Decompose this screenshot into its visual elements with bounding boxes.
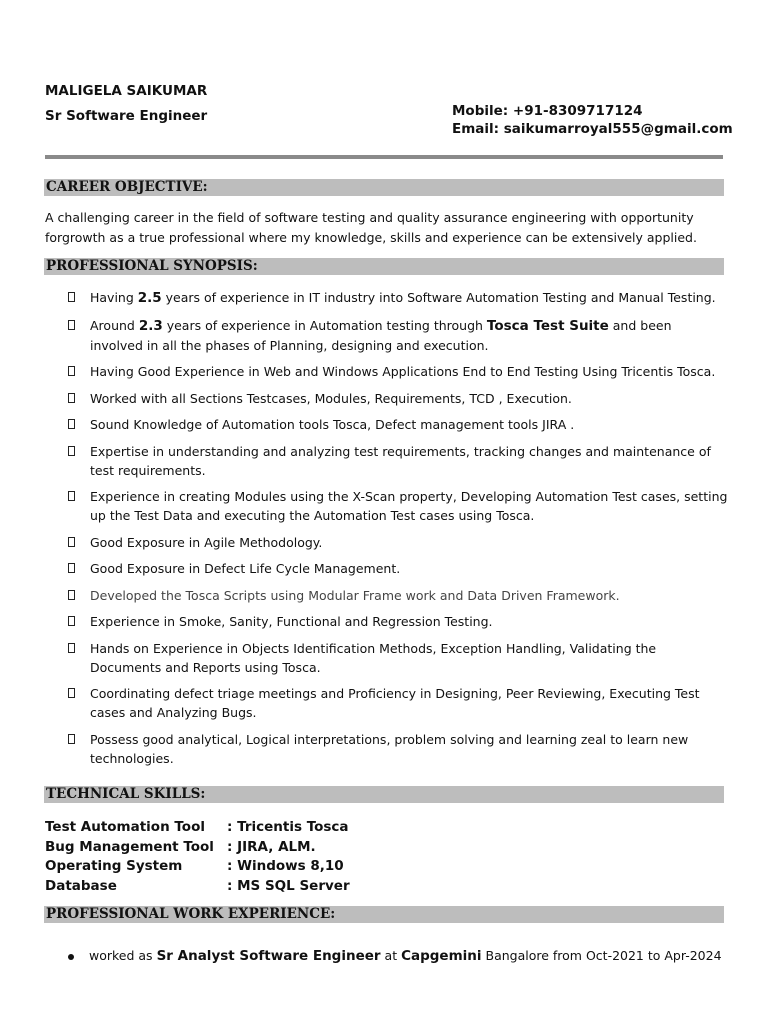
synopsis-item-text: Possess good analytical, Logical interpretations, problem solving and learning zeal to learn new technologies. — [90, 731, 689, 766]
section-career-objective: CAREER OBJECTIVE: — [44, 179, 724, 196]
bullet-box-icon — [68, 446, 75, 456]
synopsis-item-text: Experience in creating Modules using the X-Scan property, Developing Automation Test cases, setting up the Test Data and executing the Automation Test cases using Tosca. — [90, 489, 728, 523]
synopsis-item — [68, 415, 728, 434]
experience-list — [68, 946, 722, 966]
synopsis-item — [68, 684, 728, 722]
synopsis-item-text: Good Exposure in Defect Life Cycle Management. — [90, 561, 401, 576]
synopsis-item-text: Coordinating defect triage meetings and Proficiency in Designing, Peer Reviewing, Executing Test cases and Analyzing Bugs. — [90, 686, 700, 720]
synopsis-item — [68, 288, 728, 308]
synopsis-item-text: Developed the Tosca Scripts using Modular Frame work and Data Driven Framework. — [90, 587, 620, 603]
synopsis-item-text: Worked with all Sections Testcases, Modules, Requirements, TCD , Execution. — [90, 390, 572, 406]
synopsis-item — [68, 730, 728, 768]
experience-item: worked as Sr Analyst Software Engineer at Capgemini Bangalore from Oct-2021 to Apr-2024 — [68, 946, 722, 966]
skill-row — [45, 857, 350, 877]
synopsis-item — [68, 487, 728, 525]
synopsis-item-text: Having Good Experience in Web and Windows Applications End to End Testing Using Tricentis Tosca. — [90, 364, 716, 379]
bullet-box-icon — [68, 616, 75, 626]
bullet-box-icon — [68, 393, 75, 403]
section-professional-synopsis: PROFESSIONAL SYNOPSIS: — [44, 258, 724, 275]
synopsis-item-text: Around 2.3 years of experience in Automation testing through Tosca Test Suite and been involved in all the phases of Planning, designing and execution. — [90, 317, 672, 353]
synopsis-item — [68, 389, 728, 408]
synopsis-list — [68, 288, 728, 775]
synopsis-item — [68, 442, 728, 480]
candidate-name: MALIGELA SAIKUMAR — [45, 83, 208, 99]
bullet-box-icon — [68, 537, 75, 547]
synopsis-item-text: Having 2.5 years of experience in IT industry into Software Automation Testing and Manual Testing. — [90, 290, 716, 306]
bullet-box-icon — [68, 292, 75, 302]
mobile-number: Mobile: +91-8309717124 — [452, 103, 643, 119]
synopsis-item — [68, 586, 728, 605]
career-objective-text: A challenging career in the field of software testing and quality assurance engineering with opportunity forgrowth as a true professional where my knowledge, skills and experience can be extensively applied. — [45, 210, 697, 245]
skill-label: Bug Management Tool — [45, 838, 214, 855]
skill-row — [45, 818, 350, 838]
bullet-box-icon — [68, 734, 75, 744]
synopsis-item — [68, 639, 728, 677]
bullet-box-icon — [68, 688, 75, 698]
synopsis-item-text: Expertise in understanding and analyzing test requirements, tracking changes and maintenance of test requirements. — [90, 443, 711, 478]
bullet-box-icon — [68, 419, 75, 429]
synopsis-item — [68, 316, 728, 355]
bullet-dot-icon — [68, 954, 74, 960]
skill-value: : Tricentis Tosca — [227, 819, 349, 835]
synopsis-item-text: Hands on Experience in Objects Identification Methods, Exception Handling, Validating the Documents and Reports using Tosca. — [90, 640, 657, 675]
skills-table — [45, 818, 350, 896]
synopsis-item — [68, 533, 728, 552]
job-title: Sr Software Engineer — [45, 108, 208, 124]
skill-row — [45, 838, 350, 858]
skill-value: : JIRA, ALM. — [227, 838, 316, 855]
skill-row — [45, 877, 350, 897]
header-divider — [45, 155, 723, 159]
synopsis-item — [68, 362, 728, 381]
skill-value: : Windows 8,10 — [227, 858, 344, 874]
skill-label: Database — [45, 877, 117, 894]
synopsis-item — [68, 612, 728, 631]
skill-value: : MS SQL Server — [227, 877, 350, 894]
email-address: Email: saikumarroyal555@gmail.com — [452, 121, 733, 137]
bullet-box-icon — [68, 366, 75, 376]
contact-block — [452, 102, 733, 138]
bullet-box-icon — [68, 320, 75, 330]
bullet-box-icon — [68, 643, 75, 653]
section-technical-skills: TECHNICAL SKILLS: — [44, 786, 724, 803]
synopsis-item-text: Sound Knowledge of Automation tools Tosca, Defect management tools JIRA . — [90, 417, 575, 432]
synopsis-item-text: Experience in Smoke, Sanity, Functional and Regression Testing. — [90, 614, 493, 629]
skill-label: Test Automation Tool — [45, 819, 205, 835]
skill-label: Operating System — [45, 858, 183, 874]
bullet-box-icon — [68, 563, 75, 573]
synopsis-item — [68, 559, 728, 578]
synopsis-item-text: Good Exposure in Agile Methodology. — [90, 534, 323, 550]
bullet-box-icon — [68, 491, 75, 501]
section-work-experience: PROFESSIONAL WORK EXPERIENCE: — [44, 906, 724, 923]
bullet-box-icon — [68, 590, 75, 600]
